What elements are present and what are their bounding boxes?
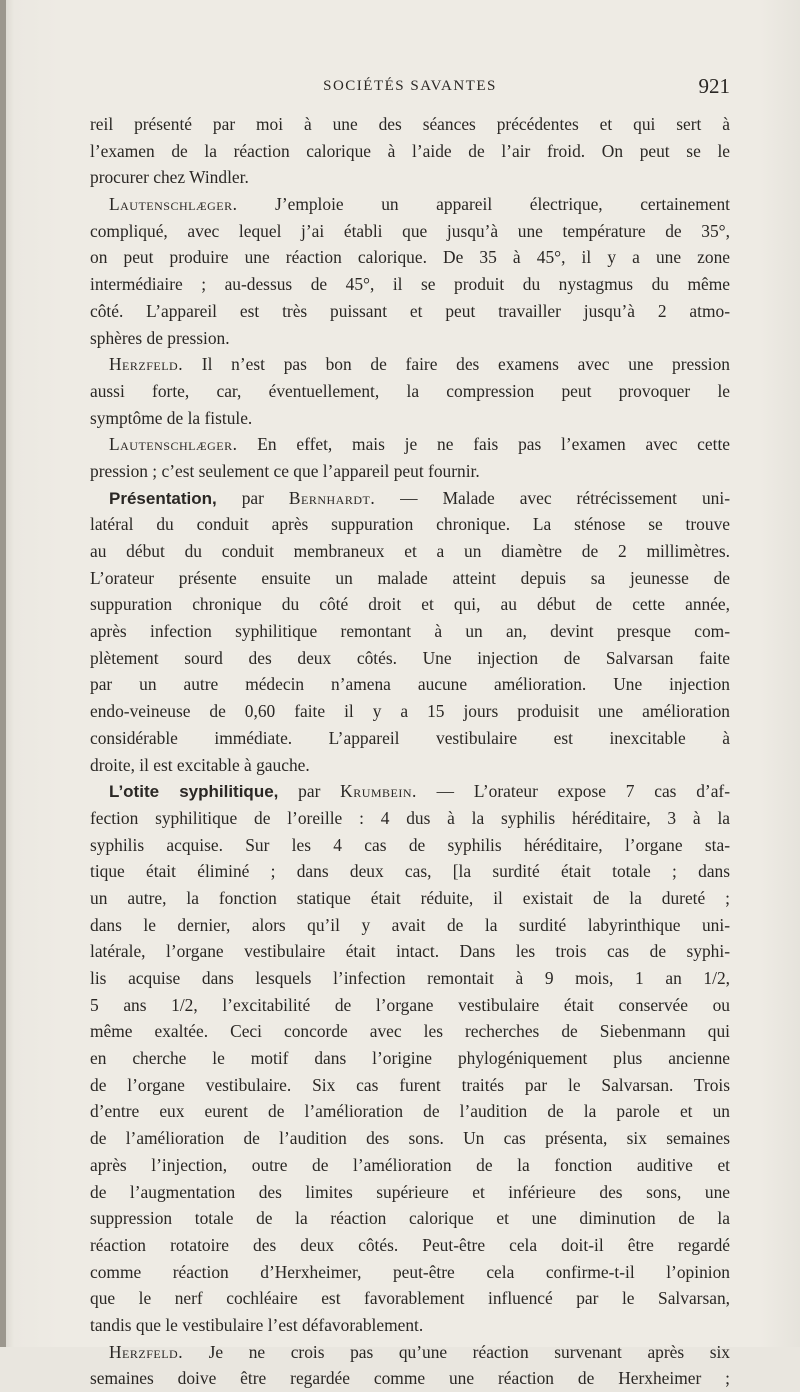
running-title: SOCIÉTÉS SAVANTES: [323, 78, 497, 94]
text-run: tique était éliminé ; dans deux cas, [la surdité était totale ; dans: [90, 861, 730, 882]
text-run: par: [278, 781, 341, 802]
text-line: [90, 912, 730, 939]
speaker-name: Lautenschlæger.: [109, 434, 238, 455]
text-line: [90, 1285, 730, 1312]
text-run: par un autre médecin n’amena aucune amélioration. Une injection: [90, 674, 730, 695]
text-line: [90, 1098, 730, 1125]
text-run: dans le dernier, alors qu’il y avait de la surdité labyrinthique uni-: [90, 914, 730, 935]
text-line: [90, 1312, 730, 1339]
text-line: [90, 1152, 730, 1179]
text-line: [90, 1179, 730, 1206]
text-run: procurer chez Windler.: [90, 167, 249, 188]
text-line: [90, 1365, 730, 1392]
text-line: [90, 164, 730, 191]
text-line: [90, 565, 730, 592]
text-run: aussi forte, car, éventuellement, la compression peut provoquer le: [90, 380, 730, 401]
text-line: [90, 1045, 730, 1072]
page-binding-edge: [0, 0, 6, 1347]
text-run: suppuration chronique du côté droit et qui, au début de cette année,: [90, 594, 730, 615]
text-run: on peut produire une réaction calorique. De 35 à 45°, il y a une zone: [90, 247, 730, 268]
text-run: considérable immédiate. L’appareil vestibulaire est inexcitable à: [90, 727, 730, 748]
text-run: — L’orateur expose 7 cas d’af-: [416, 781, 730, 802]
speaker-name: Herzfeld.: [109, 354, 184, 375]
text-run: symptôme de la fistule.: [90, 407, 253, 428]
text-run: l’examen de la réaction calorique à l’aide de l’air froid. On peut se le: [90, 140, 730, 161]
section-heading: L’otite syphilitique,: [109, 782, 279, 802]
text-line: [90, 138, 730, 165]
text-line: [90, 671, 730, 698]
text-line: [90, 1205, 730, 1232]
text-run: d’entre eux eurent de l’amélioration de l’audition de la parole et un: [90, 1101, 730, 1122]
text-line: [90, 511, 730, 538]
text-run: intermédiaire ; au-dessus de 45°, il se produit du nystagmus du même: [90, 274, 730, 295]
text-line: [90, 405, 730, 432]
text-line: [90, 1125, 730, 1152]
text-line: [90, 1232, 730, 1259]
text-line: [90, 271, 730, 298]
text-run: L’orateur présente ensuite un malade atteint depuis sa jeunesse de: [90, 567, 730, 588]
text-run: comme réaction d’Herxheimer, peut-être cela confirme-t-il l’opinion: [90, 1261, 730, 1282]
text-line: [90, 858, 730, 885]
text-line: [90, 805, 730, 832]
text-run: que le nerf cochléaire est favorablement influencé par le Salvarsan,: [90, 1288, 730, 1309]
text-line: [90, 485, 730, 512]
text-line: [90, 431, 730, 458]
text-line: [90, 325, 730, 352]
speaker-name: Herzfeld.: [109, 1341, 184, 1362]
text-line: [90, 351, 730, 378]
text-run: droite, il est excitable à gauche.: [90, 754, 310, 775]
text-line: [90, 591, 730, 618]
text-line: [90, 938, 730, 965]
text-line: [90, 244, 730, 271]
text-run: semaines doive être regardée comme une réaction de Herxheimer ;: [90, 1368, 730, 1389]
text-line: [90, 458, 730, 485]
text-line: [90, 832, 730, 859]
body-text: [90, 111, 730, 1392]
text-run: de l’augmentation des limites supérieure et inférieure des sons, une: [90, 1181, 730, 1202]
text-run: après l’injection, outre de l’amélioration de la fonction auditive et: [90, 1154, 730, 1175]
text-run: compliqué, avec lequel j’ai établi que jusqu’à une température de 35°,: [90, 220, 730, 241]
text-line: [90, 885, 730, 912]
text-line: [90, 618, 730, 645]
text-line: [90, 725, 730, 752]
text-run: latérale, l’organe vestibulaire était intact. Dans les trois cas de syphi-: [90, 941, 730, 962]
page-number: 921: [698, 74, 730, 98]
text-line: [90, 191, 730, 218]
text-run: syphilis acquise. Sur les 4 cas de syphilis héréditaire, l’organe sta-: [90, 834, 730, 855]
text-line: [90, 1259, 730, 1286]
section-heading: Présentation,: [109, 488, 217, 508]
text-line: [90, 992, 730, 1019]
text-run: — Malade avec rétrécissement uni-: [375, 487, 730, 508]
text-run: reil présenté par moi à une des séances précédentes et qui sert à: [90, 114, 730, 134]
text-run: pression ; c’est seulement ce que l’appareil peut fournir.: [90, 460, 480, 481]
text-run: en cherche le motif dans l’origine phylogéniquement plus ancienne: [90, 1048, 730, 1069]
text-run: lis acquise dans lesquels l’infection remontait à 9 mois, 1 an 1/2,: [90, 968, 730, 988]
text-run: côté. L’appareil est très puissant et peut travailler jusqu’à 2 atmo-: [90, 300, 730, 321]
text-run: réaction rotatoire des deux côtés. Peut-être cela doit-il être regardé: [90, 1234, 730, 1255]
text-line: [90, 965, 730, 992]
text-run: au début du conduit membraneux et a un diamètre de 2 millimètres.: [90, 541, 730, 561]
text-line: [90, 298, 730, 325]
text-run: de l’amélioration de l’audition des sons. Un cas présenta, six semaines: [90, 1128, 730, 1149]
text-run: endo-veineuse de 0,60 faite il y a 15 jours produisit une amélioration: [90, 701, 730, 722]
text-run: 5 ans 1/2, l’excitabilité de l’organe vestibulaire était conservée ou: [90, 994, 730, 1015]
text-line: [90, 218, 730, 245]
text-line: [90, 698, 730, 725]
text-line: [90, 778, 730, 805]
text-run: sphères de pression.: [90, 327, 230, 348]
text-run: après infection syphilitique remontant à un an, devint presque com-: [90, 621, 730, 642]
text-run: En effet, mais je ne fais pas l’examen avec cette: [237, 434, 730, 455]
text-run: par: [216, 487, 289, 508]
text-line: [90, 538, 730, 565]
text-line: [90, 752, 730, 779]
text-line: [90, 1018, 730, 1045]
text-run: fection syphilitique de l’oreille : 4 dus à la syphilis héréditaire, 3 à la: [90, 807, 730, 828]
text-run: J’emploie un appareil électrique, certainement: [237, 194, 730, 215]
speaker-name: Krumbein.: [340, 781, 417, 802]
text-run: de l’organe vestibulaire. Six cas furent traités par le Salvarsan. Trois: [90, 1074, 730, 1095]
text-line: [90, 111, 730, 138]
text-line: [90, 378, 730, 405]
text-line: [90, 1072, 730, 1099]
text-run: Je ne crois pas qu’une réaction survenant après six: [183, 1341, 730, 1362]
text-run: plètement sourd des deux côtés. Une injection de Salvarsan faite: [90, 647, 730, 668]
text-line: [90, 1339, 730, 1366]
speaker-name: Lautenschlæger.: [109, 194, 238, 215]
text-line: [90, 645, 730, 672]
text-run: Il n’est pas bon de faire des examens avec une pression: [183, 354, 730, 375]
text-run: latéral du conduit après suppuration chronique. La sténose se trouve: [90, 514, 730, 535]
page-header: [90, 74, 730, 102]
text-run: suppression totale de la réaction calorique et une diminution de la: [90, 1208, 730, 1229]
text-run: même exaltée. Ceci concorde avec les recherches de Siebenmann qui: [90, 1021, 730, 1042]
speaker-name: Bernhardt.: [288, 487, 376, 508]
text-run: un autre, la fonction statique était réduite, il existait de la dureté ;: [90, 887, 730, 908]
text-run: tandis que le vestibulaire l’est défavorablement.: [90, 1314, 424, 1335]
